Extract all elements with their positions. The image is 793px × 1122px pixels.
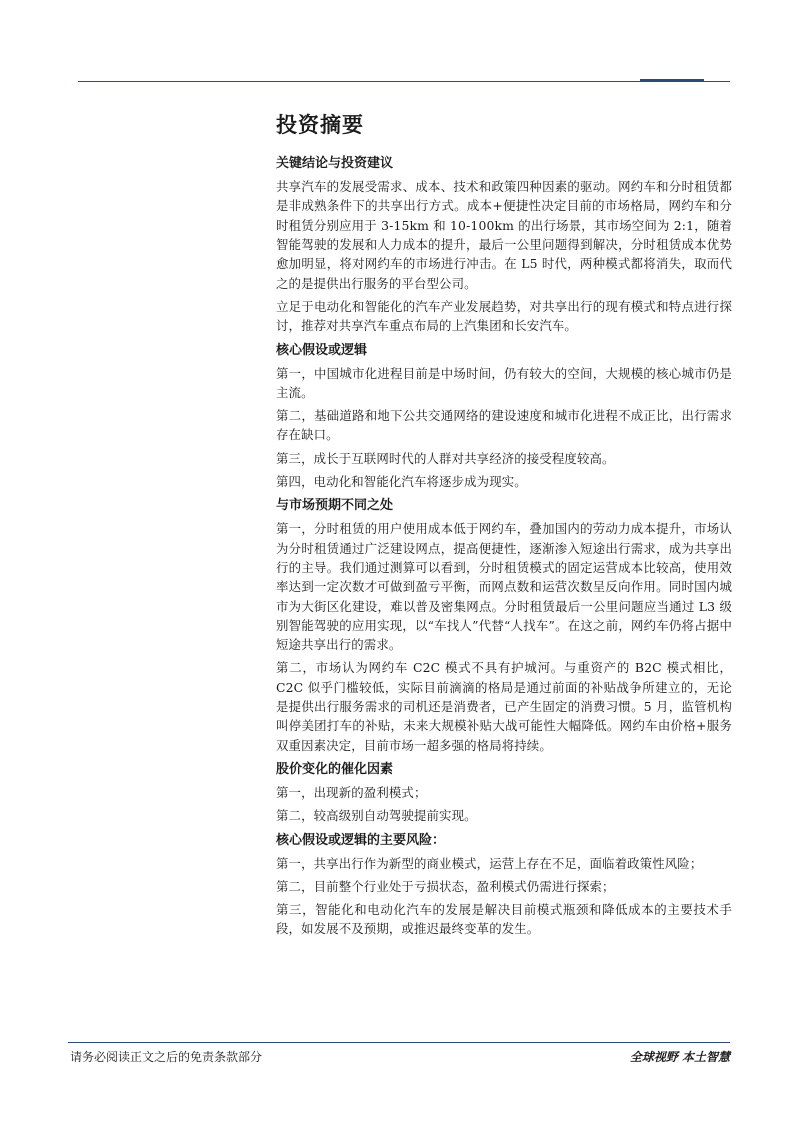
paragraph: 第一，共享出行作为新型的商业模式，运营上存在不足，面临着政策性风险； xyxy=(276,855,703,871)
page-title: 投资摘要 xyxy=(276,112,364,137)
paragraph: 第三，成长于互联网时代的人群对共享经济的接受程度较高。 xyxy=(276,450,615,466)
paragraph: 第二，较高级别自动驾驶提前实现。 xyxy=(276,808,477,824)
section-key-conclusions xyxy=(276,153,732,335)
section-different-expectations xyxy=(276,495,732,755)
footer-disclaimer: 请务必阅读正文之后的免责条款部分 xyxy=(70,1050,263,1064)
section-risks xyxy=(276,830,732,939)
footer-slogan: 全球视野 本土智慧 xyxy=(629,1050,730,1064)
report-body xyxy=(276,112,732,943)
paragraph: 第二，市场认为网约车 C2C 模式不具有护城河。与重资产的 B2C 模式相比，C2C 似乎门槛较低，实际目前滴滴的格局是通过前面的补贴战争所建立的，无论是提供出行服务需求的司机还是消费者，已产生固定的消费习惯。5 月，监管机构叫停美团打车的补贴，未来大规模补贴大战可能性大幅降低。网约车由价格+服务双重因素决定，目前市场一超多强的格局将持续。 xyxy=(276,660,732,753)
paragraph: 第三，智能化和电动化汽车的发展是解决目前模式瓶颈和降低成本的主要技术手段，如发展不及预期，或推迟最终变革的发生。 xyxy=(276,902,732,937)
paragraph: 立足于电动化和智能化的汽车产业发展趋势，对共享出行的现有模式和特点进行探讨，推荐对共享汽车重点布局的上汽集团和长安汽车。 xyxy=(276,298,732,334)
section-heading: 核心假设或逻辑的主要风险： xyxy=(276,832,446,848)
header-rule xyxy=(78,81,730,82)
section-heading: 与市场预期不同之处 xyxy=(276,498,394,514)
section-heading: 关键结论与投资建议 xyxy=(276,156,394,172)
section-heading: 股价变化的催化因素 xyxy=(276,761,394,777)
paragraph: 第一，分时租赁的用户使用成本低于网约车，叠加国内的劳动力成本提升，市场认为分时租赁通过广泛建设网点，提高便捷性，逐渐渗入短途出行需求，成为共享出行的主导。我们通过测算可以看到，分时租赁模式的固定运营成本比较高，使用效率达到一定次数才可做到盈亏平衡，而网点数和运营次数呈反向作用。同时国内城市为大街区化建设，难以普及密集网点。分时租赁最后一公里问题应当通过 L3 级别智能驾驶的应用实现，以“车找人”代替“人找车”。在这之前，网约车仍将占据中短途共享出行的需求。 xyxy=(276,521,732,653)
header-rule-accent xyxy=(640,79,704,82)
paragraph: 共享汽车的发展受需求、成本、技术和政策四种因素的驱动。网约车和分时租赁都是非成熟条件下的共享出行方式。成本+便捷性决定目前的市场格局，网约车和分时租赁分别应用于 3-15km 和 10-100km 的出行场景，其市场空间为 2:1，随着智能驾驶的发展和人力成本的提升，最后一公里问题得到解决，分时租赁成本优势愈加明显，将对网约车的市场进行冲击。在 L5 时代，两种模式都将消失，取而代之的是提供出行服务的平台型公司。 xyxy=(276,179,732,291)
paragraph: 第一，出现新的盈利模式； xyxy=(276,784,427,800)
section-core-assumptions xyxy=(276,340,732,492)
paragraph: 第一，中国城市化进程目前是中场时间，仍有较大的空间，大规模的核心城市仍是主流。 xyxy=(276,365,732,400)
paragraph: 第二，基础道路和地下公共交通网络的建设速度和城市化进程不成正比，出行需求存在缺口。 xyxy=(276,408,732,443)
footer-rule xyxy=(68,1042,730,1043)
paragraph: 第二，目前整个行业处于亏损状态，盈利模式仍需进行探索； xyxy=(276,878,615,894)
paragraph: 第四，电动化和智能化汽车将逐步成为现实。 xyxy=(276,474,527,490)
section-heading: 核心假设或逻辑 xyxy=(276,342,368,358)
section-catalysts xyxy=(276,759,732,826)
